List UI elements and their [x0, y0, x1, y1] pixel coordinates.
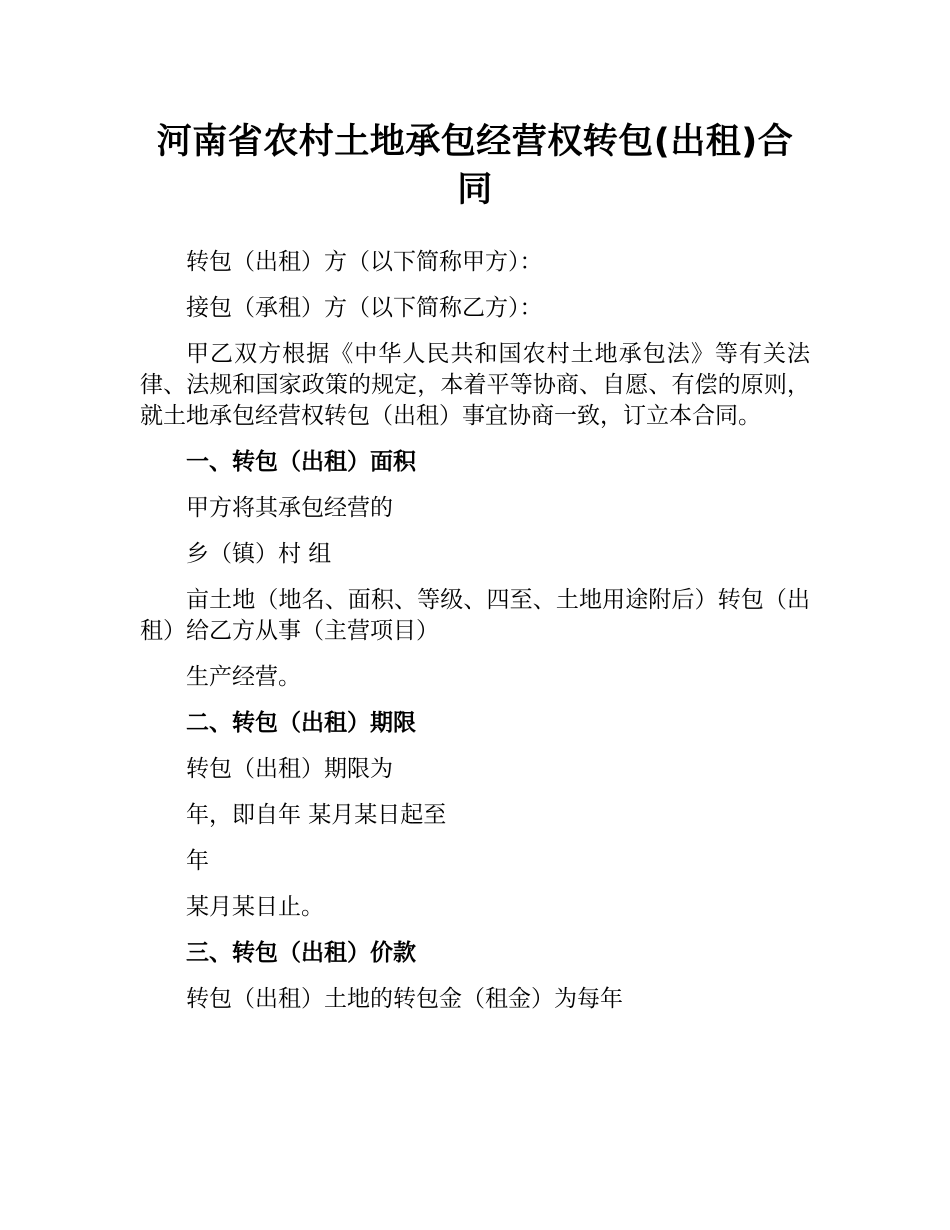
- body-paragraph: 亩土地（地名、面积、等级、四至、土地用途附后）转包（出租）给乙方从事（主营项目）: [140, 587, 810, 644]
- section-heading: 一、转包（出租）面积: [186, 449, 416, 475]
- body-paragraph: 转包（出租）方（以下简称甲方）：: [186, 249, 543, 275]
- body-paragraph: 生产经营。: [186, 664, 301, 690]
- body-paragraph: 转包（出租）土地的转包金（租金）为每年: [186, 986, 623, 1012]
- body-paragraph: 甲乙双方根据《中华人民共和国农村土地承包法》等有关法律、法规和国家政策的规定，本着平等协商、自愿、有偿的原则，就土地承包经营权转包（出租）事宜协商一致，订立本合同。: [140, 341, 810, 429]
- section-heading: 三、转包（出租）价款: [186, 940, 416, 966]
- section-heading: 二、转包（出租）期限: [186, 710, 416, 736]
- body-paragraph: 乡（镇）村 组: [186, 541, 332, 567]
- body-paragraph: 年，即自年 某月某日起至: [186, 802, 447, 828]
- document-title: 河南省农村土地承包经营权转包(出租)合同: [156, 122, 794, 210]
- body-paragraph: 甲方将其承包经营的: [186, 495, 393, 521]
- body-paragraph: 年: [186, 848, 209, 874]
- document-body: [140, 247, 810, 1030]
- body-paragraph: 转包（出租）期限为: [186, 756, 393, 782]
- body-paragraph: 某月某日止。: [186, 894, 324, 920]
- body-paragraph: 接包（承租）方（以下简称乙方）：: [186, 295, 543, 321]
